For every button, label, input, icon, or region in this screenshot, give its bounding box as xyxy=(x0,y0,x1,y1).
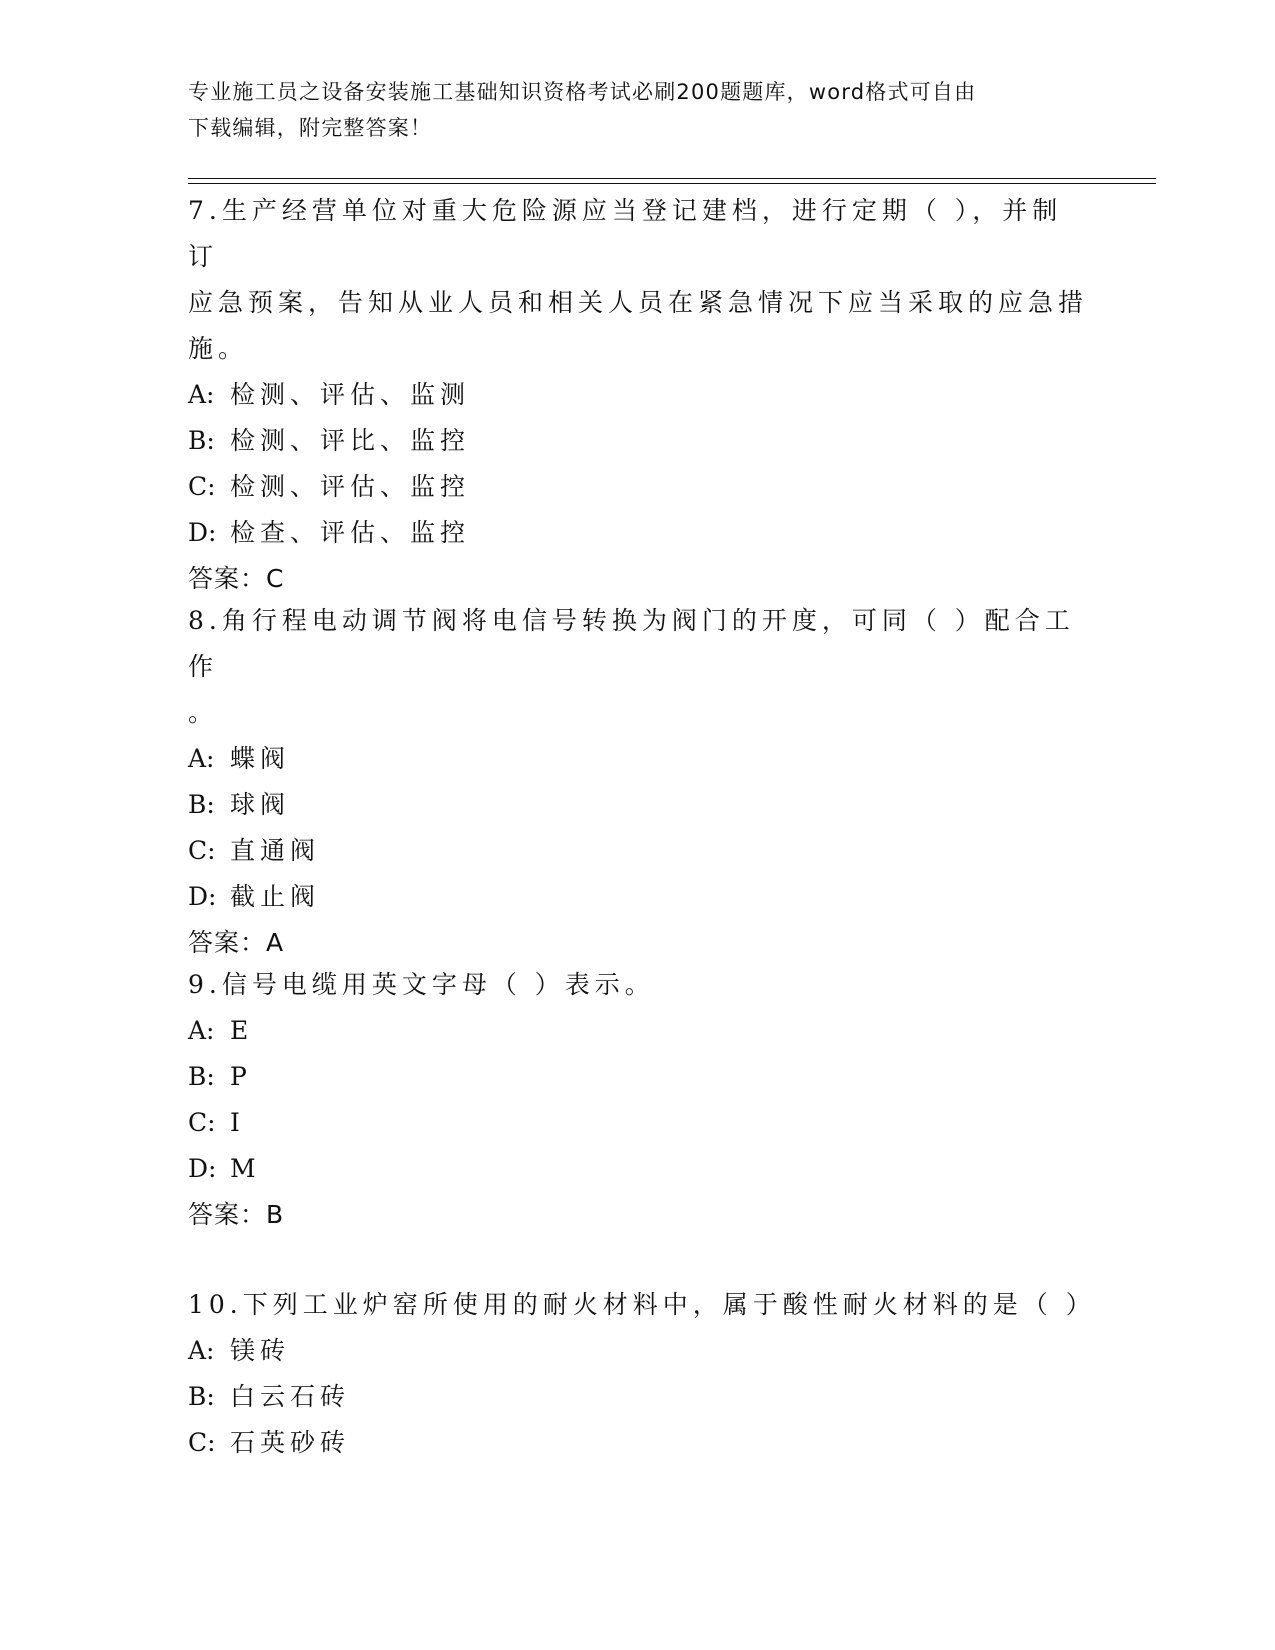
option-letter: A: xyxy=(188,380,215,409)
option-text: 蝶阀 xyxy=(230,744,291,773)
answer-line: 答案：A xyxy=(188,928,285,957)
option-a xyxy=(188,1008,1088,1054)
option-d xyxy=(188,874,1088,920)
option-letter: B: xyxy=(188,790,215,819)
option-text: 检查、评估、监控 xyxy=(230,518,471,547)
document-header xyxy=(188,74,1068,146)
option-c xyxy=(188,464,1088,510)
option-b xyxy=(188,782,1088,828)
header-divider-top xyxy=(188,178,1156,179)
option-text: I xyxy=(230,1108,245,1137)
option-b xyxy=(188,418,1088,464)
option-b xyxy=(188,1054,1088,1100)
option-letter: C: xyxy=(188,1108,216,1137)
option-text: P xyxy=(230,1062,252,1091)
question-8 xyxy=(188,598,1088,966)
option-text: M xyxy=(230,1154,261,1183)
option-letter: D: xyxy=(188,518,217,547)
question-10 xyxy=(188,1282,1096,1466)
option-letter: A: xyxy=(188,1336,215,1365)
option-text: 直通阀 xyxy=(230,836,321,865)
option-letter: D: xyxy=(188,882,217,911)
option-text: 镁砖 xyxy=(230,1336,291,1365)
option-d xyxy=(188,1146,1088,1192)
question-stem-line: 施。 xyxy=(188,334,249,363)
option-a xyxy=(188,372,1088,418)
option-letter: A: xyxy=(188,744,215,773)
header-line-2: 下载编辑，附完整答案！ xyxy=(188,116,433,140)
option-letter: A: xyxy=(188,1016,215,1045)
option-a xyxy=(188,736,1088,782)
question-stem-line: 应急预案，告知从业人员和相关人员在紧急情况下应当采取的应急措 xyxy=(188,288,1089,317)
question-stem-line: 7.生产经营单位对重大危险源应当登记建档，进行定期（ ），并制订 xyxy=(188,196,1063,271)
option-text: 检测、评估、监测 xyxy=(230,380,471,409)
option-text: E xyxy=(230,1016,254,1045)
option-letter: B: xyxy=(188,1062,215,1091)
option-letter: C: xyxy=(188,836,216,865)
option-letter: C: xyxy=(188,1428,216,1457)
option-b xyxy=(188,1374,1088,1420)
answer-line: 答案：C xyxy=(188,564,285,593)
header-divider-bottom xyxy=(188,183,1156,184)
option-c xyxy=(188,828,1088,874)
option-text: 检测、评估、监控 xyxy=(230,472,471,501)
question-stem-line: 8.角行程电动调节阀将电信号转换为阀门的开度，可同（ ）配合工作 xyxy=(188,606,1075,681)
header-line-1: 专业施工员之设备安装施工基础知识资格考试必刷200题题库，word格式可自由 xyxy=(188,80,977,104)
option-text: 截止阀 xyxy=(230,882,321,911)
question-9 xyxy=(188,962,1088,1238)
option-text: 石英砂砖 xyxy=(230,1428,351,1457)
option-text: 球阀 xyxy=(230,790,291,819)
option-letter: D: xyxy=(188,1154,217,1183)
option-letter: B: xyxy=(188,1382,215,1411)
question-7 xyxy=(188,188,1088,602)
question-stem-line: 9.信号电缆用英文字母（ ）表示。 xyxy=(188,970,655,999)
option-letter: C: xyxy=(188,472,216,501)
option-text: 检测、评比、监控 xyxy=(230,426,471,455)
question-stem-line: 。 xyxy=(188,698,219,727)
option-c xyxy=(188,1420,1088,1466)
option-text: 白云石砖 xyxy=(230,1382,351,1411)
option-c xyxy=(188,1100,1088,1146)
answer-line: 答案：B xyxy=(188,1200,285,1229)
option-a xyxy=(188,1328,1088,1374)
question-stem-line: 10.下列工业炉窑所使用的耐火材料中，属于酸性耐火材料的是（ ） xyxy=(188,1290,1096,1319)
option-d xyxy=(188,510,1088,556)
option-letter: B: xyxy=(188,426,215,455)
